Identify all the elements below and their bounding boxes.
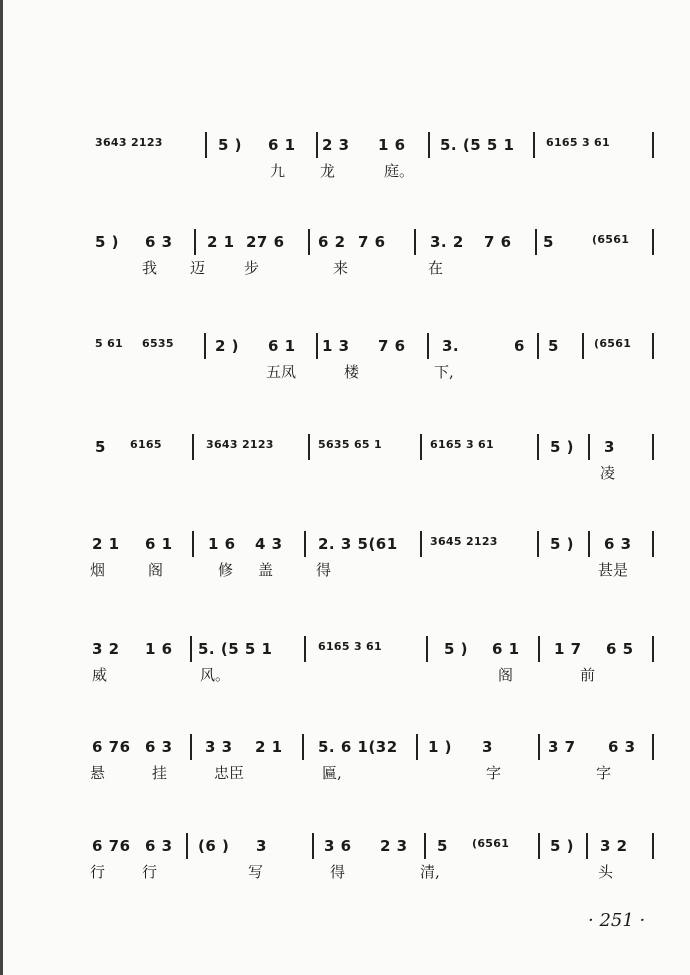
barline [192, 531, 194, 557]
lyric-text: 字 [596, 764, 612, 782]
lyric-text: 凌 [600, 464, 616, 482]
note-group: 5 [437, 837, 448, 855]
lyric-text: 庭。 [384, 162, 415, 180]
note-group: 1 6 [145, 640, 173, 658]
note-group: 7 6 [484, 233, 512, 251]
score-system [0, 738, 690, 818]
lyric-text: 威 [92, 666, 108, 684]
barline [186, 833, 188, 859]
note-group: 3 3 [205, 738, 233, 756]
lyric-text: 五凤 [266, 363, 297, 381]
lyric-text: 阁 [148, 561, 164, 579]
note-group: 3. 2 [430, 233, 464, 251]
barline [192, 434, 194, 460]
barline [204, 333, 206, 359]
barline [538, 636, 540, 662]
note-group: 5 [548, 337, 559, 355]
note-group: 5 61 [95, 337, 123, 350]
note-group: 6 2 [318, 233, 346, 251]
lyric-text: 风。 [200, 666, 231, 684]
lyric-text: 楼 [344, 363, 360, 381]
note-group: 5 [543, 233, 554, 251]
lyric-text: 迈 [190, 259, 206, 277]
lyric-text: 龙 [320, 162, 336, 180]
lyric-text: 忠臣 [214, 764, 245, 782]
note-group: 6165 3 61 [546, 136, 610, 149]
barline [652, 734, 654, 760]
note-group: 2 3 [322, 136, 350, 154]
note-group: 5 ) [550, 535, 575, 553]
barline [652, 229, 654, 255]
note-group: 3 2 [92, 640, 120, 658]
barline [420, 434, 422, 460]
barline [427, 333, 429, 359]
note-group: 6 3 [145, 738, 173, 756]
lyric-text: 行 [142, 863, 158, 881]
barline [302, 734, 304, 760]
barline [308, 434, 310, 460]
barline [586, 833, 588, 859]
note-group: 4 3 [255, 535, 283, 553]
score-system [0, 233, 690, 313]
note-group: 6165 3 61 [318, 640, 382, 653]
note-group: 5635 65 1 [318, 438, 382, 451]
barline [652, 434, 654, 460]
barline [420, 531, 422, 557]
note-group: 27 6 [246, 233, 285, 251]
barline [426, 636, 428, 662]
note-group: 6 1 [145, 535, 173, 553]
lyric-text: 清, [420, 863, 440, 881]
score-system [0, 640, 690, 720]
note-group: 5 [95, 438, 106, 456]
note-group: 6 3 [145, 233, 173, 251]
lyric-text: 得 [316, 561, 332, 579]
barline [538, 833, 540, 859]
note-group: 6 1 [492, 640, 520, 658]
note-group: 1 6 [378, 136, 406, 154]
score-system [0, 535, 690, 615]
note-group: 6535 [142, 337, 174, 350]
note-group: 3643 2123 [95, 136, 163, 149]
note-group: 3 6 [324, 837, 352, 855]
barline [190, 636, 192, 662]
barline [582, 333, 584, 359]
note-group: 3 2 [600, 837, 628, 855]
lyric-text: 写 [248, 863, 264, 881]
note-group: 3645 2123 [430, 535, 498, 548]
note-group: 7 6 [358, 233, 386, 251]
barline [537, 434, 539, 460]
note-group: 5. (5 5 1 [198, 640, 273, 658]
barline [537, 333, 539, 359]
barline [537, 531, 539, 557]
lyric-text: 匾, [322, 764, 342, 782]
barline [652, 132, 654, 158]
note-group: 6 3 [145, 837, 173, 855]
note-group: 6165 [130, 438, 162, 451]
barline [416, 734, 418, 760]
note-group: 3 [256, 837, 267, 855]
score-system [0, 337, 690, 417]
note-group: 6 1 [268, 337, 296, 355]
page-number: · 251 · [588, 910, 646, 931]
note-group: 5 ) [218, 136, 243, 154]
barline [652, 333, 654, 359]
note-group: 5. 6 1(32 [318, 738, 398, 756]
lyric-text: 烟 [90, 561, 106, 579]
lyric-text: 我 [142, 259, 158, 277]
barline [308, 229, 310, 255]
barline [312, 833, 314, 859]
note-group: 3. [442, 337, 460, 355]
lyric-text: 挂 [152, 764, 168, 782]
note-group: 6 76 [92, 738, 131, 756]
note-group: 1 7 [554, 640, 582, 658]
note-group: 5. (5 5 1 [440, 136, 515, 154]
note-group: 6 76 [92, 837, 131, 855]
barline [652, 636, 654, 662]
lyric-text: 来 [333, 259, 349, 277]
lyric-text: 修 [218, 561, 234, 579]
barline [190, 734, 192, 760]
barline [304, 531, 306, 557]
note-group: (6561 [472, 837, 510, 850]
barline [533, 132, 535, 158]
score-system [0, 837, 690, 917]
barline [588, 531, 590, 557]
lyric-text: 字 [486, 764, 502, 782]
note-group: 5 ) [95, 233, 120, 251]
note-group: 5 ) [550, 438, 575, 456]
note-group: 6 1 [268, 136, 296, 154]
lyric-text: 甚是 [598, 561, 629, 579]
note-group: 3 [482, 738, 493, 756]
lyric-text: 得 [330, 863, 346, 881]
barline [652, 833, 654, 859]
note-group: 1 ) [428, 738, 453, 756]
barline [652, 531, 654, 557]
barline [316, 333, 318, 359]
barline [535, 229, 537, 255]
barline [428, 132, 430, 158]
lyric-text: 九 [270, 162, 286, 180]
lyric-text: 前 [580, 666, 596, 684]
note-group: 6165 3 61 [430, 438, 494, 451]
note-group: (6 ) [198, 837, 230, 855]
note-group: (6561 [592, 233, 630, 246]
note-group: 3643 2123 [206, 438, 274, 451]
barline [205, 132, 207, 158]
note-group: 2 ) [215, 337, 240, 355]
note-group: 2 1 [207, 233, 235, 251]
score-system [0, 438, 690, 518]
note-group: 2 3 [380, 837, 408, 855]
note-group: 6 [514, 337, 525, 355]
barline [538, 734, 540, 760]
barline [194, 229, 196, 255]
barline [424, 833, 426, 859]
barline [588, 434, 590, 460]
note-group: 6 5 [606, 640, 634, 658]
score-system [0, 136, 690, 216]
lyric-text: 阁 [498, 666, 514, 684]
lyric-text: 盖 [258, 561, 274, 579]
lyric-text: 下, [434, 363, 454, 381]
note-group: 6 3 [604, 535, 632, 553]
note-group: 7 6 [378, 337, 406, 355]
note-group: 3 7 [548, 738, 576, 756]
barline [316, 132, 318, 158]
note-group: 6 3 [608, 738, 636, 756]
note-group: (6561 [594, 337, 632, 350]
note-group: 1 3 [322, 337, 350, 355]
note-group: 3 [604, 438, 615, 456]
lyric-text: 悬 [90, 764, 106, 782]
lyric-text: 步 [244, 259, 260, 277]
note-group: 5 ) [444, 640, 469, 658]
note-group: 2 1 [255, 738, 283, 756]
barline [304, 636, 306, 662]
barline [414, 229, 416, 255]
lyric-text: 在 [428, 259, 444, 277]
lyric-text: 头 [598, 863, 614, 881]
note-group: 5 ) [550, 837, 575, 855]
note-group: 2. 3 5(61 [318, 535, 398, 553]
note-group: 2 1 [92, 535, 120, 553]
lyric-text: 行 [90, 863, 106, 881]
note-group: 1 6 [208, 535, 236, 553]
